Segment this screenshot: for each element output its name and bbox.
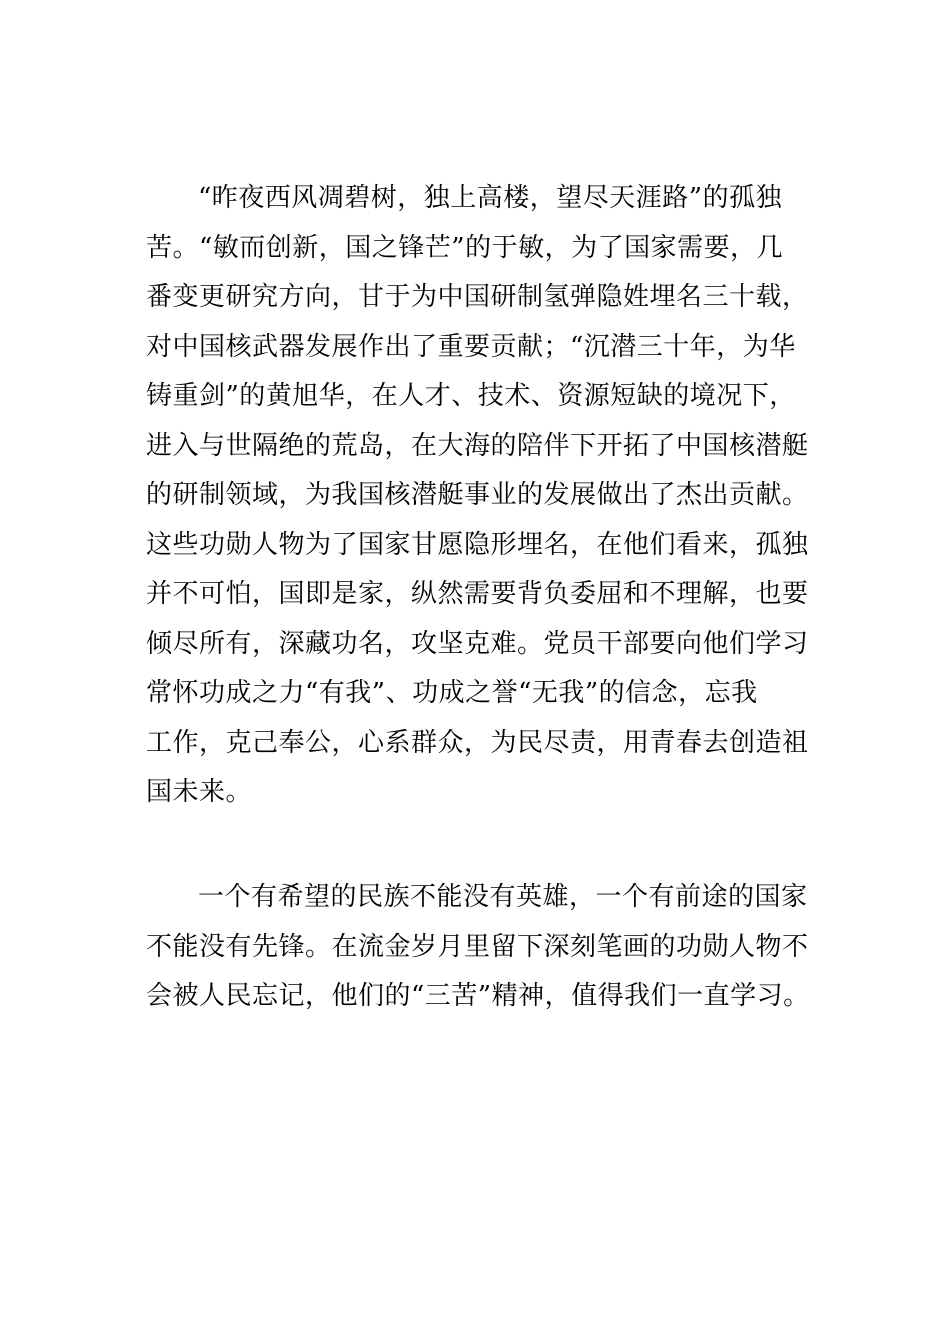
paragraph-line: 苦。“敏而创新，国之锋芒”的于敏，为了国家需要，几 [146,232,784,263]
paragraph-line: “昨夜西风凋碧树，独上高楼，望尽天涯路”的孤独 [198,183,783,213]
paragraph-line: 铸重剑”的黄旭华，在人才、技术、资源短缺的境况下， [146,381,796,411]
paragraph-line: 国未来。 [146,777,253,807]
paragraph-2 [146,873,810,1022]
paragraph-line: 并不可怕，国即是家，纵然需要背负委屈和不理解，也要 [146,579,809,609]
paragraph-line: 这些功勋人物为了国家甘愿隐形埋名，在他们看来，孤独 [146,529,809,560]
paragraph-line: 会被人民忘记，他们的“三苦”精神，值得我们一直学习。 [146,981,810,1011]
paragraph-line: 的研制领域，为我国核潜艇事业的发展做出了杰出贡献。 [146,480,809,510]
paragraph-line: 倾尽所有，深藏功名，攻坚克难。党员干部要向他们学习 [146,628,809,659]
paragraph-line: 不能没有先锋。在流金岁月里留下深刻笔画的功勋人物不 [146,931,809,962]
paragraph-1 [146,174,810,818]
paragraph-line: 进入与世隔绝的荒岛，在大海的陪伴下开拓了中国核潜艇 [146,430,809,461]
paragraph-line: 一个有希望的民族不能没有英雄，一个有前途的国家 [198,882,808,912]
paragraph-line: 常怀功成之力“有我”、功成之誉“无我”的信念，忘我 [146,678,758,708]
paragraph-line: 工作，克己奉公，心系群众，为民尽责，用青春去创造祖 [146,727,809,758]
paragraph-line: 对中国核武器发展作出了重要贡献；“沉潜三十年，为华 [146,331,796,362]
paragraph-line: 番变更研究方向，甘于为中国研制氢弹隐姓埋名三十载， [146,282,809,312]
